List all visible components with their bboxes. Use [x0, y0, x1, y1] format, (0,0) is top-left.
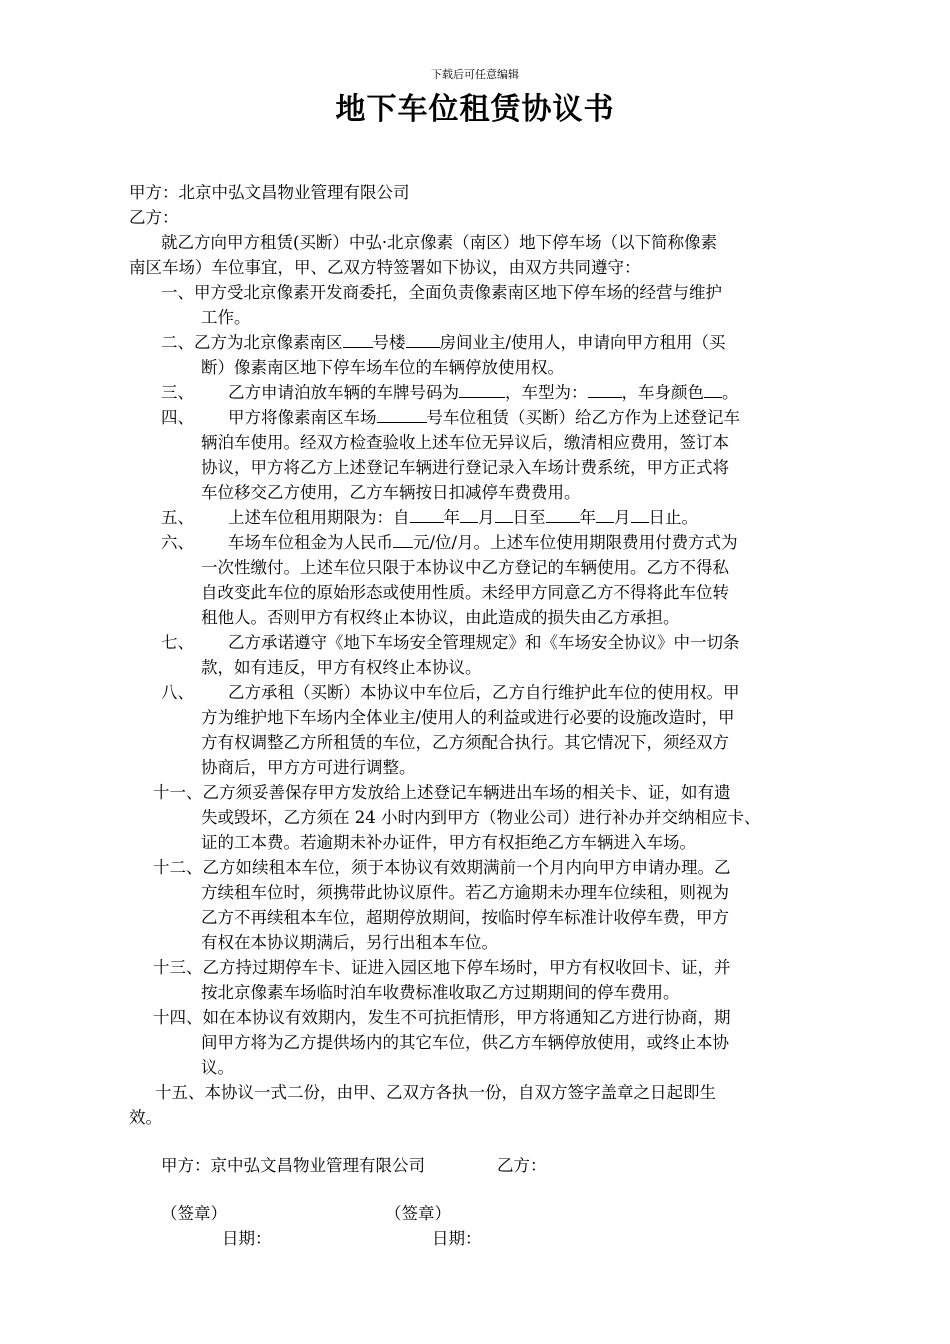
- blank-field: [588, 381, 622, 398]
- clause-number: 十三、: [153, 958, 203, 977]
- clause-text: 号楼: [372, 333, 406, 352]
- clause-6: [161, 531, 738, 555]
- blank-field: [393, 531, 413, 548]
- clause-text: 月: [614, 508, 631, 527]
- clause-text: 上述车位租用期限为：自: [228, 508, 410, 527]
- clause-15: [155, 1081, 716, 1105]
- clause-14-cont: 议。: [201, 1058, 234, 1077]
- clause-number: 十四、: [153, 1008, 203, 1027]
- clause-12-cont: 方续租车位时，须携带此协议原件。若乙方逾期未办理车位续租，则视为: [201, 883, 729, 902]
- blank-field: [495, 506, 513, 523]
- clause-12: [153, 856, 731, 880]
- clause-4-cont: 辆泊车使用。经双方检查验收上述车位无异议后，缴清相应费用，签订本: [201, 433, 729, 452]
- clause-1-cont: 工作。: [201, 308, 251, 327]
- blank-field: [377, 406, 427, 423]
- clause-text: 乙方承诺遵守《地下车场安全管理规定》和《车场安全协议》中一切条: [228, 633, 740, 652]
- clause-text: 甲方将像素南区车场: [228, 408, 377, 427]
- clause-text: 乙方持过期停车卡、证进入园区地下停车场时，甲方有权收回卡、证，并: [202, 958, 731, 977]
- clause-number: 二、: [161, 333, 194, 352]
- clause-number: 四、: [161, 408, 194, 427]
- clause-text: 年: [579, 508, 596, 527]
- intro-line: 就乙方向甲方租赁(买断）中弘·北京像素（南区）地下停车场（以下简称像素: [161, 233, 718, 252]
- clause-8-cont: 方为维护地下车场内全体业主/使用人的利益或进行必要的设施改造时，甲: [201, 708, 735, 727]
- clause-number: 十一、: [153, 783, 203, 802]
- clause-3: [161, 381, 739, 405]
- clause-7: [161, 631, 740, 655]
- clause-6-cont: 租他人。否则甲方有权终止本协议，由此造成的损失由乙方承担。: [201, 608, 680, 627]
- header-note: 下载后可任意编辑: [431, 68, 519, 81]
- blank-field: [410, 506, 444, 523]
- clause-number: 十五、: [155, 1083, 205, 1102]
- clause-11: [153, 781, 731, 805]
- clause-number: 七、: [161, 633, 194, 652]
- clause-2: [161, 331, 726, 355]
- clause-text: 乙方申请泊放车辆的车牌号码为: [228, 383, 459, 402]
- clause-8-cont: 协商后，甲方方可进行调整。: [201, 758, 416, 777]
- blank-field: [406, 331, 440, 348]
- clause-text: 房间业主/使用人，申请向甲方租用（买: [439, 333, 726, 352]
- party-a-line: 甲方：北京中弘文昌物业管理有限公司: [129, 183, 410, 202]
- clause-4-cont: 协议，甲方将乙方上述登记车辆进行登记录入车场计费系统，甲方正式将: [201, 458, 729, 477]
- blank-field: [596, 506, 614, 523]
- seal-party-b: （签章）: [385, 1204, 451, 1223]
- clause-5: [161, 506, 698, 530]
- blank-field: [460, 506, 478, 523]
- clause-6-cont: 自改变此车位的原始形态或使用性质。未经甲方同意乙方不得将此车位转: [201, 583, 729, 602]
- signature-party-a: 甲方：京中弘文昌物业管理有限公司: [161, 1156, 425, 1175]
- clause-number: 五、: [161, 508, 194, 527]
- blank-field: [343, 331, 373, 348]
- party-b-line: 乙方：: [129, 208, 179, 227]
- clause-text: 日至: [512, 508, 546, 527]
- clause-text: 乙方为北京像素南区: [194, 333, 343, 352]
- clause-4: [161, 406, 740, 430]
- clause-text: ，车身颜色: [621, 383, 704, 402]
- clause-text: 车场车位租金为人民币: [228, 533, 393, 552]
- clause-text: 本协议一式二份，由甲、乙双方各执一份，自双方签字盖章之日起即生: [204, 1083, 716, 1102]
- clause-13: [153, 956, 731, 980]
- clause-number: 六、: [161, 533, 194, 552]
- clause-text: 乙方须妥善保存甲方发放给上述登记车辆进出车场的相关卡、证，如有遗: [202, 783, 731, 802]
- clause-text: 。: [722, 383, 739, 402]
- seal-party-a: （签章）: [161, 1204, 227, 1223]
- clause-number: 八、: [161, 683, 194, 702]
- clause-number: 十二、: [153, 858, 203, 877]
- signature-party-b: 乙方：: [497, 1156, 547, 1175]
- clause-8: [161, 681, 740, 705]
- clause-text: 日止。: [648, 508, 698, 527]
- blank-field: [631, 506, 649, 523]
- clause-text: 乙方承租（买断）本协议中车位后，乙方自行维护此车位的使用权。甲: [228, 683, 740, 702]
- clause-text: 如在本协议有效期内，发生不可抗拒情形，甲方将通知乙方进行协商，期: [202, 1008, 731, 1027]
- clause-11-cont: 失或毁坏，乙方须在 24 小时内到甲方（物业公司）进行补办并交纳相应卡、: [201, 808, 761, 827]
- blank-field: [459, 381, 505, 398]
- clause-8-cont: 方有权调整乙方所租赁的车位，乙方须配合执行。其它情况下，须经双方: [201, 733, 729, 752]
- blank-field: [704, 381, 722, 398]
- clause-15-cont: 效。: [129, 1108, 162, 1127]
- blank-field: [546, 506, 580, 523]
- clause-text: 元/位/月。上述车位使用期限费用付费方式为: [413, 533, 738, 552]
- date-party-b: 日期：: [432, 1229, 482, 1248]
- clause-number: 三、: [161, 383, 194, 402]
- clause-2-cont: 断）像素南区地下停车场车位的车辆停放使用权。: [201, 358, 564, 377]
- clause-13-cont: 按北京像素车场临时泊车收费标准收取乙方过期期间的停车费用。: [201, 983, 680, 1002]
- document-title: 地下车位租赁协议书: [335, 92, 615, 127]
- clause-1: [161, 281, 722, 305]
- clause-text: ，车型为：: [505, 383, 588, 402]
- date-party-a: 日期：: [222, 1229, 272, 1248]
- clause-text: 甲方受北京像素开发商委托，全面负责像素南区地下停车场的经营与维护: [194, 283, 722, 302]
- intro-line: 南区车场）车位事宜，甲、乙双方特签署如下协议，由双方共同遵守：: [129, 258, 641, 277]
- clause-text: 年: [443, 508, 460, 527]
- clause-4-cont: 车位移交乙方使用，乙方车辆按日扣减停车费费用。: [201, 483, 581, 502]
- clause-12-cont: 乙方不再续租本车位，超期停放期间，按临时停车标准计收停车费，甲方: [201, 908, 729, 927]
- clause-number: 一、: [161, 283, 194, 302]
- clause-text: 号车位租赁（买断）给乙方作为上述登记车: [426, 408, 740, 427]
- clause-14: [153, 1006, 731, 1030]
- clause-11-cont: 证的工本费。若逾期未补办证件，甲方有权拒绝乙方车辆进入车场。: [201, 833, 696, 852]
- clause-7-cont: 款，如有违反，甲方有权终止本协议。: [201, 658, 482, 677]
- clause-text: 月: [478, 508, 495, 527]
- clause-text: 乙方如续租本车位，须于本协议有效期满前一个月内向甲方申请办理。乙: [202, 858, 731, 877]
- clause-14-cont: 间甲方将为乙方提供场内的其它车位，供乙方车辆停放使用，或终止本协: [201, 1033, 729, 1052]
- clause-12-cont: 有权在本协议期满后，另行出租本车位。: [201, 933, 498, 952]
- clause-6-cont: 一次性缴付。上述车位只限于本协议中乙方登记的车辆使用。乙方不得私: [201, 558, 729, 577]
